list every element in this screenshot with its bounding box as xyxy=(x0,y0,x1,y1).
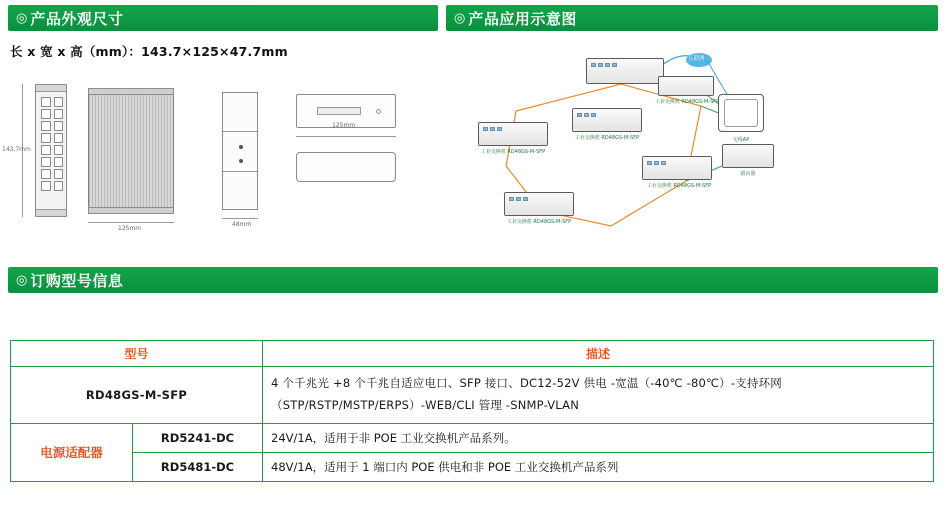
ap-inner xyxy=(724,99,758,127)
application-diagram xyxy=(446,36,940,258)
dimension-text: 长 x 宽 x 高（mm）：143.7×125×47.7mm xyxy=(10,44,288,59)
product-drawings xyxy=(0,62,440,247)
led xyxy=(605,63,610,67)
table-row xyxy=(11,367,934,424)
router-device xyxy=(722,144,774,168)
device-side-view xyxy=(222,92,258,210)
led xyxy=(483,127,488,131)
ap-label: 无线AP xyxy=(732,137,750,143)
led xyxy=(584,113,589,117)
label-width-front: 125mm xyxy=(118,225,142,232)
switch-device xyxy=(586,58,664,84)
led xyxy=(612,63,617,67)
label-depth: 48mm xyxy=(232,221,252,228)
device-heatsink-view xyxy=(88,88,174,214)
port xyxy=(54,109,64,119)
wireless-ap-device xyxy=(718,94,764,132)
heatsink-bottom-cap xyxy=(88,207,174,214)
port-grid xyxy=(41,97,63,205)
table-header-row xyxy=(11,341,934,367)
section-title-application: 产品应用示意图 xyxy=(468,9,577,28)
led-indicators xyxy=(647,161,666,165)
switch-device xyxy=(504,192,574,216)
side-divider xyxy=(223,131,257,132)
port xyxy=(41,169,51,179)
led-indicators xyxy=(577,113,596,117)
side-screw-dot xyxy=(239,145,243,149)
port xyxy=(41,133,51,143)
switch-label: 工业交换机 RD48GS-M-SFP xyxy=(646,183,712,189)
order-info-table xyxy=(10,340,934,482)
led xyxy=(509,197,514,201)
port xyxy=(54,133,64,143)
port xyxy=(54,181,64,191)
router-label: 路由器 xyxy=(740,171,756,177)
section-title-order: 订购型号信息 xyxy=(30,271,124,290)
led xyxy=(497,127,502,131)
device-face xyxy=(723,145,773,167)
cell-adapter-desc-1: 24V/1A，适用于非 POE 工业交换机产品系列。 xyxy=(263,423,934,452)
cell-adapter-model-1: RD5241-DC xyxy=(133,423,263,452)
led xyxy=(654,161,659,165)
port xyxy=(41,97,51,107)
switch-device xyxy=(658,76,714,96)
led-indicators xyxy=(509,197,528,201)
table-row xyxy=(11,423,934,452)
switch-device xyxy=(572,108,642,132)
switch-label: 工业交换机 RD48GS-M-SFP xyxy=(654,99,720,105)
led xyxy=(591,63,596,67)
switch-label: 工业交换机 RD48GS-M-SFP xyxy=(506,219,572,225)
section-header-application xyxy=(446,5,938,31)
heatsink-top-cap xyxy=(88,88,174,95)
led-indicators xyxy=(483,127,502,131)
cell-adapter-group: 电源适配器 xyxy=(11,423,133,481)
led xyxy=(516,197,521,201)
column-header-description: 描述 xyxy=(263,341,934,367)
bullet-icon: ◎ xyxy=(16,10,28,26)
port xyxy=(41,181,51,191)
top-circle xyxy=(376,109,381,114)
led xyxy=(598,63,603,67)
led xyxy=(577,113,582,117)
cell-adapter-desc-2: 48V/1A，适用于 1 端口内 POE 供电和非 POE 工业交换机产品系列 xyxy=(263,452,934,481)
switch-device xyxy=(642,156,712,180)
cell-description-main xyxy=(263,367,934,424)
led xyxy=(523,197,528,201)
led xyxy=(647,161,652,165)
port xyxy=(41,109,51,119)
device-face xyxy=(659,77,713,95)
switch-label: 工业交换机 RD48GS-M-SFP xyxy=(480,149,546,155)
section-header-dimensions xyxy=(8,5,438,31)
led-indicators xyxy=(591,63,617,67)
description-line-1: 4 个千兆光 +8 个千兆自适应电口、SFP 接口、DC12-52V 供电 -宽温（-40℃ -80℃）-支持环网 xyxy=(271,376,782,390)
port xyxy=(54,121,64,131)
top-width-dimension-line xyxy=(296,136,396,137)
port xyxy=(41,121,51,131)
section-title-dimensions: 产品外观尺寸 xyxy=(30,9,124,28)
label-width-top: 125mm xyxy=(332,122,356,129)
cloud-label: 互联网 xyxy=(688,56,705,62)
depth-dimension-line xyxy=(222,218,258,219)
description-line-2: （STP/RSTP/MSTP/ERPS）-WEB/CLI 管理 -SNMP-VLAN xyxy=(271,397,580,412)
port xyxy=(41,157,51,167)
port xyxy=(54,145,64,155)
bullet-icon: ◎ xyxy=(454,10,466,26)
led xyxy=(490,127,495,131)
device-bottom-view xyxy=(296,152,396,182)
side-screw-dot xyxy=(239,159,243,163)
port xyxy=(54,157,64,167)
section-header-order xyxy=(8,267,938,293)
switch-label: 工业交换机 RD48GS-M-SFP xyxy=(574,135,640,141)
top-slot xyxy=(317,107,361,115)
port xyxy=(41,145,51,155)
bullet-icon: ◎ xyxy=(16,272,28,288)
column-header-model: 型号 xyxy=(11,341,263,367)
table-row xyxy=(11,452,934,481)
port xyxy=(54,97,64,107)
width-dimension-line xyxy=(88,222,174,223)
label-height: 143.7mm xyxy=(2,146,31,153)
cell-adapter-model-2: RD5481-DC xyxy=(133,452,263,481)
cell-model-main: RD48GS-M-SFP xyxy=(11,367,263,424)
switch-device xyxy=(478,122,548,146)
led xyxy=(591,113,596,117)
port xyxy=(54,169,64,179)
side-divider xyxy=(223,171,257,172)
device-front-view xyxy=(35,84,67,217)
led xyxy=(661,161,666,165)
